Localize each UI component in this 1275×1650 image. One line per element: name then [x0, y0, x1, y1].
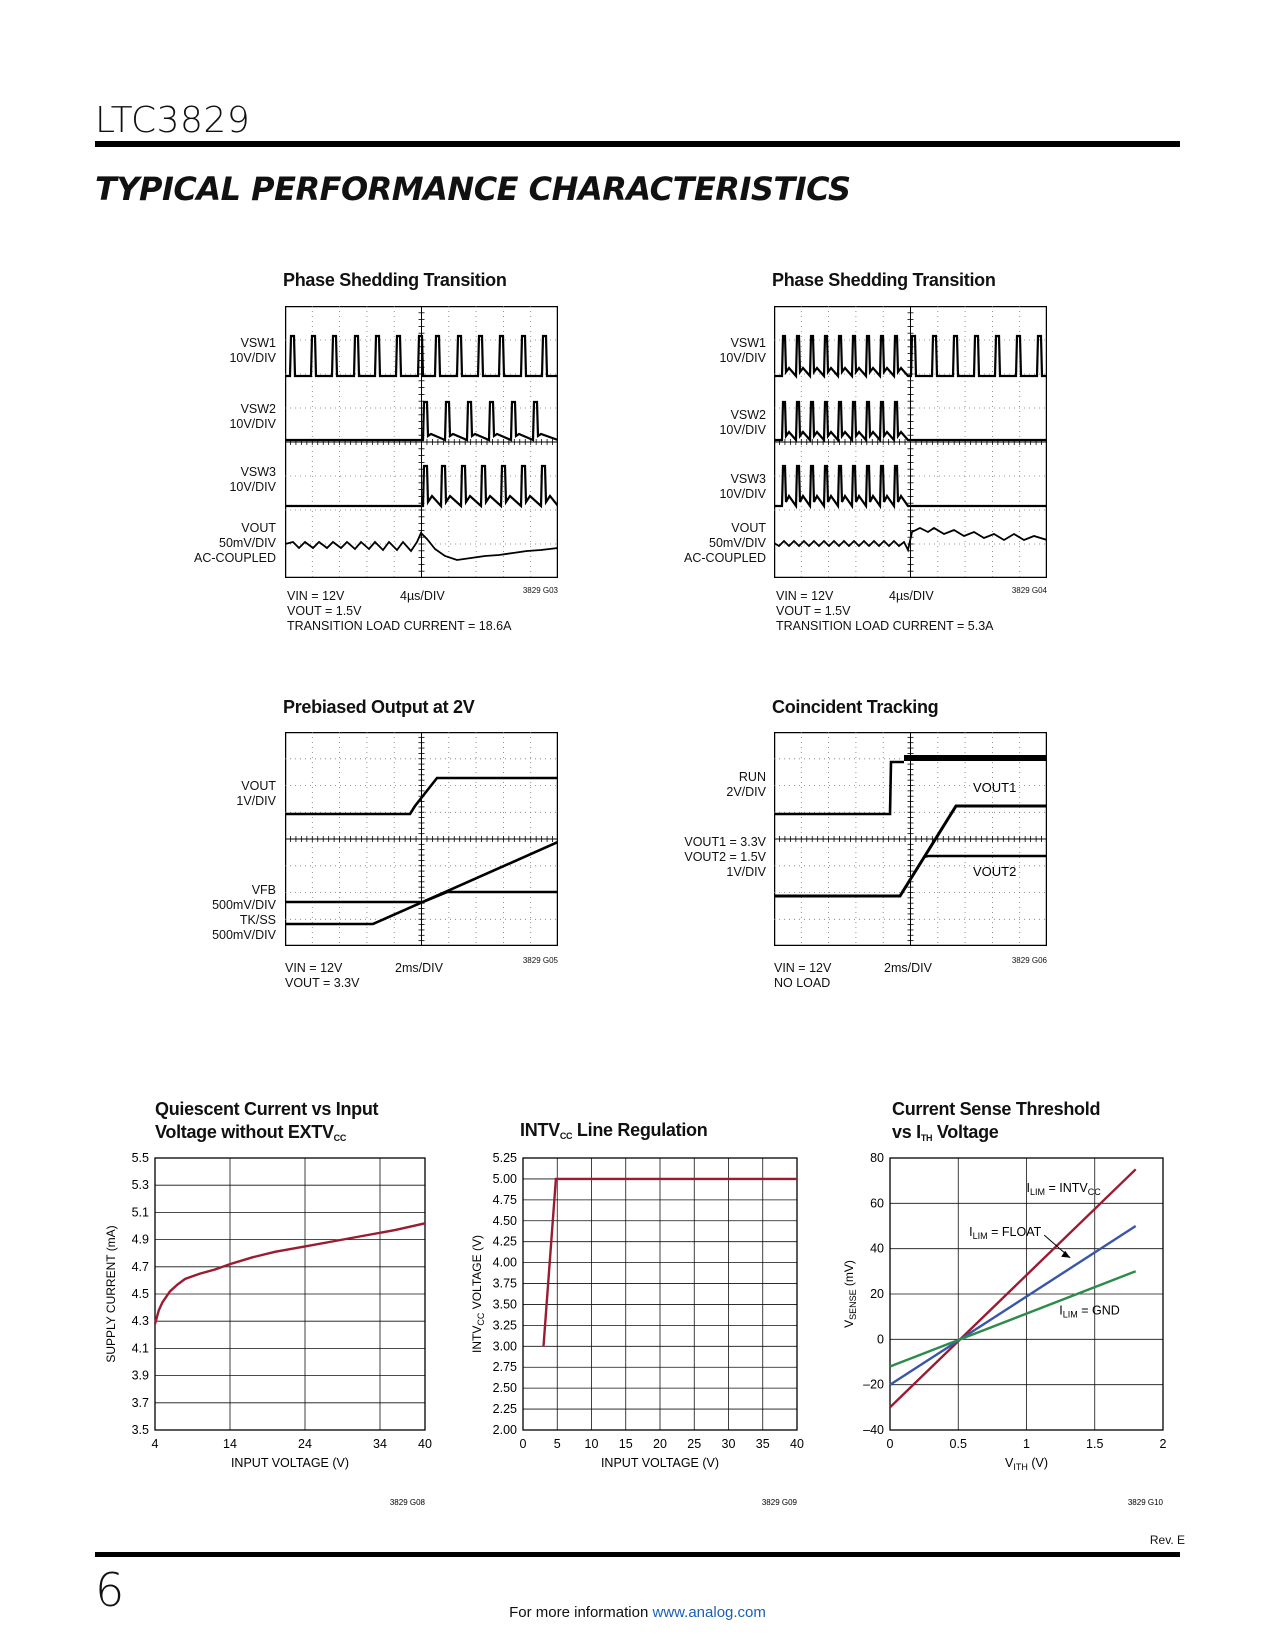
scope3-ch1-scale: 1V/DIV	[236, 794, 276, 808]
scope4-title: Coincident Tracking	[772, 697, 939, 717]
y-tick-label: 3.75	[492, 1276, 517, 1291]
scope1-note-vin: VIN = 12V	[287, 589, 345, 603]
scope4-note-vin: VIN = 12V	[774, 961, 832, 975]
y-axis-label: SUPPLY CURRENT (mA)	[104, 1225, 118, 1363]
chart2-title-a: INTV	[520, 1120, 560, 1140]
scope4-trace-vout2	[924, 856, 1047, 857]
scope1-timebase: 4µs/DIV	[400, 589, 445, 603]
scope3-ch1-label	[180, 779, 276, 809]
footer-text	[0, 1604, 1275, 1621]
page-number: 6	[95, 1563, 125, 1617]
y-tick-label: 4.1	[131, 1341, 149, 1356]
y-tick-label: 2.75	[492, 1360, 517, 1375]
scope2-note-vin: VIN = 12V	[776, 589, 834, 603]
y-tick-label: –20	[863, 1377, 884, 1392]
y-tick-label: 3.5	[131, 1423, 149, 1437]
y-tick-label: 2.50	[492, 1381, 517, 1396]
chart2-title-b: Line Regulation	[572, 1120, 708, 1140]
scope2-ch3-scale: 10V/DIV	[719, 487, 766, 501]
scope4-ch1-name: RUN	[738, 770, 766, 784]
label-part: SENSE	[848, 1289, 858, 1320]
scope4-ch1-scale: 2V/DIV	[726, 785, 766, 799]
x-tick-label: 20	[653, 1437, 667, 1451]
x-axis-label: INPUT VOLTAGE (V)	[230, 1456, 350, 1470]
x-tick-label: 34	[373, 1437, 387, 1451]
label-part: CC	[1087, 1187, 1101, 1197]
header-rule	[95, 141, 1180, 147]
x-axis-label: INPUT VOLTAGE (V)	[600, 1456, 720, 1470]
label-part: VOLTAGE (V)	[470, 1235, 484, 1313]
scope3-ch2-scale: 500mV/DIV	[212, 898, 276, 912]
scope4-ch2-label	[640, 835, 766, 880]
scope4-code: 3829 G06	[1011, 956, 1047, 965]
footer-link[interactable]: www.analog.com	[652, 1604, 766, 1621]
scope3-screen	[285, 732, 558, 946]
y-tick-label: 3.50	[492, 1297, 517, 1312]
scope1-ch3-scale: 10V/DIV	[229, 480, 276, 494]
x-tick-label: 15	[618, 1437, 633, 1451]
chart2-title-sub: CC	[559, 1131, 573, 1141]
scope1-ch4-scale: 50mV/DIV	[219, 536, 276, 550]
y-tick-label: 5.1	[131, 1205, 149, 1220]
y-tick-label: 3.9	[131, 1368, 149, 1383]
footer-rule	[95, 1552, 1180, 1557]
scope4-ch2-vout1: VOUT1 = 3.3V	[684, 835, 766, 849]
chart-code: 3829 G10	[1127, 1498, 1163, 1507]
scope2-ch1-scale: 10V/DIV	[719, 351, 766, 365]
scope2-ch3-name: VSW3	[730, 472, 766, 486]
y-axis-label	[842, 1260, 858, 1328]
scope2-screen	[774, 306, 1047, 578]
scope1-ch1-scale: 10V/DIV	[229, 351, 276, 365]
y-tick-label: 4.75	[492, 1192, 517, 1207]
x-tick-label: 0	[886, 1437, 894, 1451]
label-part: ITH	[1013, 1462, 1028, 1472]
scope2-ch2-scale: 10V/DIV	[719, 423, 766, 437]
x-tick-label: 10	[584, 1437, 599, 1451]
y-tick-label: 2.00	[492, 1423, 517, 1437]
label-part: V	[842, 1319, 856, 1328]
scope1-ch4-name: VOUT	[241, 521, 276, 535]
label-part: (V)	[1027, 1456, 1048, 1470]
chart1-title-sub: CC	[333, 1133, 347, 1143]
scope4-ch1-label	[670, 770, 766, 800]
footer-label: For more information	[509, 1604, 649, 1621]
x-tick-label: 35	[755, 1437, 770, 1451]
scope1-ch2-scale: 10V/DIV	[229, 417, 276, 431]
scope4-timebase: 2ms/DIV	[884, 961, 932, 975]
scope1-ch1-label	[180, 336, 276, 366]
scope1-note-vout: VOUT = 1.5V	[287, 604, 362, 618]
scope2-ch4-scale: 50mV/DIV	[709, 536, 766, 550]
series-label-gnd	[1059, 1303, 1120, 1319]
chart1-svg	[95, 1148, 435, 1508]
scope3-ch2-label	[180, 883, 276, 943]
chart2-svg	[465, 1148, 815, 1508]
y-tick-label: –40	[863, 1423, 884, 1437]
scope3-timebase: 2ms/DIV	[395, 961, 443, 975]
label-part: LIM	[1029, 1187, 1045, 1197]
y-tick-label: 4.7	[131, 1259, 149, 1274]
scope1-code: 3829 G03	[522, 586, 558, 595]
chart1-title-line1: Quiescent Current vs Input	[155, 1099, 379, 1119]
y-tick-label: 4.9	[131, 1232, 149, 1247]
x-tick-label: 1	[1023, 1437, 1030, 1451]
y-tick-label: 60	[870, 1196, 884, 1211]
scope1-ch2-label	[180, 402, 276, 432]
series-line-0	[155, 1223, 425, 1324]
part-number: LTC3829	[95, 100, 251, 141]
scope1-title: Phase Shedding Transition	[283, 270, 507, 290]
scope2-ch1-name: VSW1	[730, 336, 766, 350]
scope2-ch4-label	[670, 521, 766, 566]
chart-code: 3829 G09	[761, 1498, 797, 1507]
y-tick-label: 4.50	[492, 1213, 517, 1228]
chart-code: 3829 G08	[389, 1498, 425, 1507]
x-tick-label: 24	[298, 1437, 312, 1451]
scope1-screen	[285, 306, 558, 578]
series-line-2	[890, 1271, 1136, 1366]
y-tick-label: 20	[870, 1287, 884, 1301]
scope2-timebase: 4µs/DIV	[889, 589, 934, 603]
x-tick-label: 14	[223, 1437, 237, 1451]
chart3-title-sub: TH	[920, 1133, 933, 1143]
scope1-ch3-label	[180, 465, 276, 495]
chart3-title-line1: Current Sense Threshold	[892, 1099, 1101, 1119]
scope4-ch2-vout2: VOUT2 = 1.5V	[684, 850, 766, 864]
y-tick-label: 5.00	[492, 1171, 517, 1186]
x-tick-label: 25	[687, 1437, 702, 1451]
scope2-ch3-label	[670, 472, 766, 502]
label-part: LIM	[972, 1231, 988, 1242]
label-part: (mV)	[842, 1260, 856, 1290]
scope4-screen	[774, 732, 1047, 946]
y-tick-label: 40	[870, 1241, 884, 1256]
scope3-ch1-name: VOUT	[241, 779, 276, 793]
scope3-ch2-name: VFB	[251, 883, 276, 897]
scope4-trace-run	[774, 762, 904, 814]
chart1-title	[155, 1098, 378, 1144]
y-tick-label: 80	[870, 1151, 884, 1165]
y-tick-label: 2.25	[492, 1402, 517, 1417]
series-label-intvcc	[1027, 1181, 1102, 1197]
scope2-ch4-name: VOUT	[731, 521, 766, 535]
y-axis-label	[470, 1235, 486, 1353]
scope4-label-vout2: VOUT2	[973, 864, 1017, 879]
scope2-ch2-label	[670, 408, 766, 438]
y-tick-label: 5.5	[131, 1151, 149, 1165]
label-part: = FLOAT	[987, 1225, 1042, 1240]
scope4-ch2-scale: 1V/DIV	[726, 865, 766, 879]
scope1-ch3-name: VSW3	[240, 465, 276, 479]
scope2-ch2-name: VSW2	[730, 408, 766, 422]
label-part: I	[1026, 1181, 1030, 1195]
x-tick-label: 40	[790, 1437, 804, 1451]
label-part: V	[1005, 1456, 1014, 1470]
scope3-note-vout: VOUT = 3.3V	[285, 976, 360, 990]
label-part: = GND	[1077, 1303, 1120, 1318]
y-tick-label: 3.7	[131, 1395, 149, 1410]
scope2-title: Phase Shedding Transition	[772, 270, 996, 290]
chart3-svg	[833, 1148, 1183, 1508]
scope3-title: Prebiased Output at 2V	[283, 697, 475, 717]
scope1-ch4-label	[180, 521, 276, 566]
scope3-code: 3829 G05	[522, 956, 558, 965]
chart3-title	[892, 1098, 1100, 1144]
label-part: I	[1059, 1303, 1063, 1318]
x-tick-label: 4	[151, 1437, 159, 1451]
x-tick-label: 1.5	[1086, 1437, 1104, 1451]
y-tick-label: 3.00	[492, 1339, 517, 1354]
chart3-title-a: vs I	[892, 1122, 921, 1142]
scope2-ch4-coupling: AC-COUPLED	[684, 551, 766, 565]
x-tick-label: 40	[418, 1437, 432, 1451]
y-tick-label: 0	[877, 1332, 884, 1347]
label-part: CC	[476, 1312, 486, 1326]
scope2-note-vout: VOUT = 1.5V	[776, 604, 851, 618]
x-tick-label: 2	[1159, 1437, 1167, 1451]
y-tick-label: 5.3	[131, 1178, 149, 1193]
float-leader-arrow	[1061, 1251, 1070, 1258]
scope4-notes	[774, 961, 831, 991]
scope2-note-load: TRANSITION LOAD CURRENT = 5.3A	[776, 619, 994, 633]
scope2-code: 3829 G04	[1011, 586, 1047, 595]
chart1-title-line2: Voltage without EXTV	[155, 1122, 334, 1142]
section-title: TYPICAL PERFORMANCE CHARACTERISTICS	[95, 170, 851, 208]
y-tick-label: 4.3	[131, 1314, 149, 1329]
scope3-ch2-scale2: 500mV/DIV	[212, 928, 276, 942]
label-part: LIM	[1062, 1309, 1078, 1320]
y-tick-label: 4.25	[492, 1234, 517, 1249]
label-part: = INTV	[1045, 1181, 1088, 1195]
revision: Rev. E	[1149, 1533, 1185, 1547]
series-label-float	[969, 1225, 1041, 1241]
scope4-note-load: NO LOAD	[774, 976, 831, 990]
scope3-ch2-name2: TK/SS	[239, 913, 276, 927]
series-line-0	[890, 1169, 1136, 1407]
x-tick-label: 0	[519, 1437, 527, 1451]
scope3-note-vin: VIN = 12V	[285, 961, 343, 975]
y-tick-label: 3.25	[492, 1318, 517, 1333]
x-tick-label: 5	[553, 1437, 561, 1451]
scope3-notes	[285, 961, 359, 991]
chart3-title-b: Voltage	[932, 1122, 999, 1142]
scope1-ch1-name: VSW1	[240, 336, 276, 350]
x-axis-label	[1005, 1456, 1048, 1472]
scope1-ch4-coupling: AC-COUPLED	[194, 551, 276, 565]
y-tick-label: 4.00	[492, 1255, 517, 1270]
x-tick-label: 30	[721, 1437, 736, 1451]
chart2-title	[520, 1120, 707, 1141]
y-tick-label: 4.5	[131, 1287, 149, 1301]
scope1-note-load: TRANSITION LOAD CURRENT = 18.6A	[287, 619, 512, 633]
scope1-ch2-name: VSW2	[240, 402, 276, 416]
scope2-ch1-label	[670, 336, 766, 366]
x-tick-label: 0.5	[949, 1437, 967, 1451]
label-part: INTV	[470, 1325, 484, 1353]
label-part: I	[969, 1225, 973, 1240]
scope2-notes	[776, 589, 994, 634]
scope4-label-vout1: VOUT1	[973, 780, 1017, 795]
y-tick-label: 5.25	[492, 1151, 517, 1165]
